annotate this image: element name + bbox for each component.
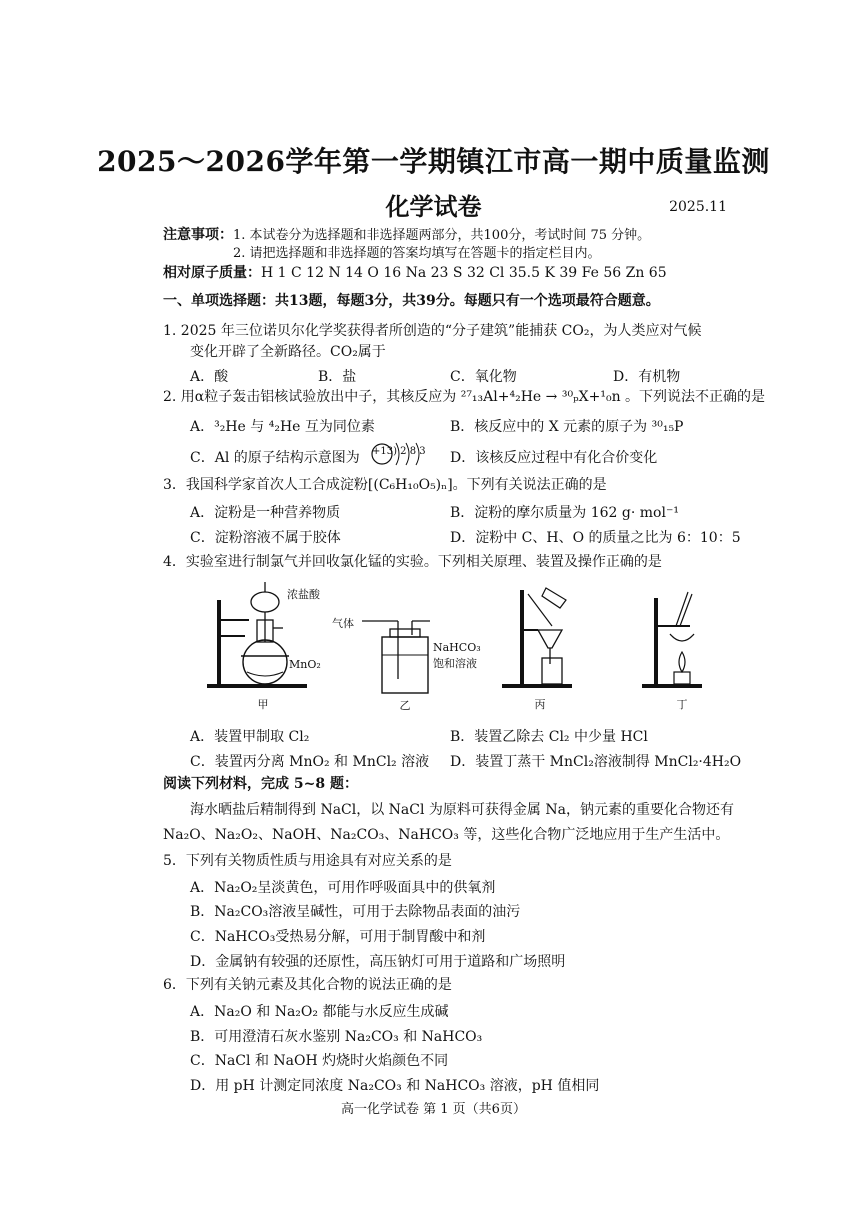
al-atom-diagram-text: +13) 2 8 3 bbox=[372, 446, 426, 457]
q3-option-a: A．淀粉是一种营养物质 bbox=[190, 505, 341, 521]
apparatus-yi bbox=[332, 615, 481, 712]
q5-option-c: C．NaHCO₃受热易分解，可用于制胃酸中和剂 bbox=[190, 929, 486, 945]
label-jia: 甲 bbox=[257, 698, 269, 711]
label-yi: 乙 bbox=[399, 699, 411, 712]
label-gas: 气体 bbox=[332, 617, 354, 630]
q5-option-d: D．金属钠有较强的还原性，高压钠灯可用于道路和广场照明 bbox=[190, 954, 566, 970]
q3-option-d: D．淀粉中 C、H、O 的质量之比为 6：10：5 bbox=[450, 530, 741, 546]
q6-option-d: D．用 pH 计测定同浓度 Na₂CO₃ 和 NaHCO₃ 溶液，pH 值相同 bbox=[190, 1078, 600, 1094]
label-ding: 丁 bbox=[676, 698, 688, 711]
label-mno2: MnO₂ bbox=[289, 658, 321, 671]
reading-paragraph-2: Na₂O、Na₂O₂、NaOH、Na₂CO₃、NaHCO₃ 等，这些化合物广泛地应用于生产生活中。 bbox=[163, 827, 730, 843]
atomic-mass-line bbox=[163, 264, 667, 282]
q4-stem: 4．实验室进行制氯气并回收氯化锰的实验。下列相关原理、装置及操作正确的是 bbox=[163, 554, 662, 570]
notice-line-1 bbox=[163, 226, 650, 245]
apparatus-ding bbox=[640, 590, 710, 711]
q1-option-a: A．酸 bbox=[190, 369, 229, 385]
label-bing: 丙 bbox=[534, 698, 546, 711]
page-footer: 高一化学试卷 第 1 页（共6页） bbox=[341, 1102, 526, 1117]
apparatus-bing bbox=[500, 580, 580, 711]
exam-subtitle: 化学试卷 bbox=[385, 192, 482, 221]
q3-option-c: C．淀粉溶液不属于胶体 bbox=[190, 530, 341, 546]
q2-stem: 2. 用α粒子轰击铝核试验放出中子，其核反应为 ²⁷₁₃Al+⁴₂He → ³⁰ₚX+¹₀n 。下列说法不正确的是 bbox=[163, 389, 766, 405]
reading-heading: 阅读下列材料，完成 5~8 题： bbox=[163, 776, 358, 792]
q2-option-d: D．该核反应过程中有化合价变化 bbox=[450, 450, 658, 466]
q4-option-a: A．装置甲制取 Cl₂ bbox=[190, 729, 310, 745]
q6-stem: 6．下列有关钠元素及其化合物的说法正确的是 bbox=[163, 977, 452, 993]
q5-option-b: B．Na₂CO₃溶液呈碱性，可用于去除物品表面的油污 bbox=[190, 904, 521, 920]
label-nahco3: NaHCO₃ bbox=[433, 641, 481, 654]
q5-stem: 5．下列有关物质性质与用途具有对应关系的是 bbox=[163, 853, 452, 869]
q4-option-b: B．装置乙除去 Cl₂ 中少量 HCl bbox=[450, 729, 648, 745]
reading-paragraph-1: 海水晒盐后精制得到 NaCl，以 NaCl 为原料可获得金属 Na，钠元素的重要化合物还有 bbox=[190, 802, 734, 818]
notice-item-1: 1. 本试卷分为选择题和非选择题两部分，共100分，考试时间 75 分钟。 bbox=[233, 228, 651, 243]
atomic-mass-label: 相对原子质量： bbox=[163, 265, 261, 281]
label-saturated: 饱和溶液 bbox=[433, 657, 477, 670]
notice-label: 注意事项： bbox=[163, 227, 233, 243]
q1-option-c: C．氧化物 bbox=[450, 369, 517, 385]
exam-title: 2025～2026学年第一学期镇江市高一期中质量监测 bbox=[97, 145, 770, 178]
al-atom-structure-diagram bbox=[370, 437, 430, 473]
q2-option-a: A．³₂He 与 ⁴₂He 互为同位素 bbox=[190, 419, 375, 435]
notice-item-2: 2. 请把选择题和非选择题的答案均填写在答题卡的指定栏目内。 bbox=[233, 246, 601, 261]
section-heading: 一、单项选择题：共13题，每题3分，共39分。每题只有一个选项最符合题意。 bbox=[163, 293, 660, 309]
atomic-mass-values: H 1 C 12 N 14 O 16 Na 23 S 32 Cl 35.5 K 39 Fe 56 Zn 65 bbox=[261, 265, 667, 281]
apparatus-jia bbox=[205, 580, 321, 711]
q1-stem-1: 1. 2025 年三位诺贝尔化学奖获得者所创造的“分子建筑”能捕获 CO₂，为人类应对气候 bbox=[163, 323, 702, 339]
q6-option-c: C．NaCl 和 NaOH 灼烧时火焰颜色不同 bbox=[190, 1053, 449, 1069]
q6-option-b: B．可用澄清石灰水鉴别 Na₂CO₃ 和 NaHCO₃ bbox=[190, 1029, 483, 1045]
q2-option-c: C．Al 的原子结构示意图为 bbox=[190, 450, 360, 466]
q1-option-b: B．盐 bbox=[318, 369, 357, 385]
label-conc-hcl: 浓盐酸 bbox=[287, 588, 320, 601]
q1-stem-2: 变化开辟了全新路径。CO₂属于 bbox=[190, 344, 386, 360]
q1-option-d: D．有机物 bbox=[613, 369, 681, 385]
q3-option-b: B．淀粉的摩尔质量为 162 g· mol⁻¹ bbox=[450, 505, 679, 521]
q4-option-c: C．装置丙分离 MnO₂ 和 MnCl₂ 溶液 bbox=[190, 754, 430, 770]
q5-option-a: A．Na₂O₂呈淡黄色，可用作呼吸面具中的供氧剂 bbox=[190, 880, 496, 896]
exam-date: 2025.11 bbox=[669, 199, 727, 215]
q4-option-d: D．装置丁蒸干 MnCl₂溶液制得 MnCl₂·4H₂O bbox=[450, 754, 742, 770]
q3-stem: 3．我国科学家首次人工合成淀粉[(C₆H₁₀O₅)ₙ]。下列有关说法正确的是 bbox=[163, 477, 607, 493]
q2-option-b: B．核反应中的 X 元素的原子为 ³⁰₁₅P bbox=[450, 419, 684, 435]
q6-option-a: A．Na₂O 和 Na₂O₂ 都能与水反应生成碱 bbox=[190, 1004, 449, 1020]
